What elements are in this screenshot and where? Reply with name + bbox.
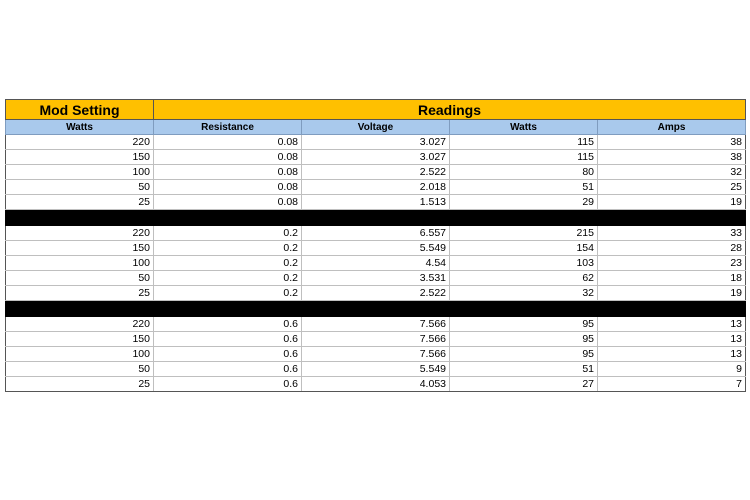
separator-bar [6, 210, 746, 226]
resistance-cell[interactable]: 0.08 [154, 180, 302, 195]
amps-cell[interactable]: 23 [598, 256, 746, 271]
voltage-cell[interactable]: 2.522 [302, 165, 450, 180]
mod-watts-cell[interactable]: 220 [6, 317, 154, 332]
watts-cell[interactable]: 95 [450, 347, 598, 362]
resistance-cell[interactable]: 0.08 [154, 150, 302, 165]
amps-cell[interactable]: 13 [598, 317, 746, 332]
watts-cell[interactable]: 51 [450, 362, 598, 377]
mod-watts-cell[interactable]: 100 [6, 256, 154, 271]
amps-cell[interactable]: 32 [598, 165, 746, 180]
watts-cell[interactable]: 95 [450, 332, 598, 347]
amps-cell[interactable]: 18 [598, 271, 746, 286]
table-row [6, 180, 746, 195]
watts-cell[interactable]: 115 [450, 135, 598, 150]
amps-cell[interactable]: 13 [598, 332, 746, 347]
resistance-cell[interactable]: 0.08 [154, 195, 302, 210]
voltage-cell[interactable]: 1.513 [302, 195, 450, 210]
amps-cell[interactable]: 7 [598, 377, 746, 392]
column-header-resistance[interactable]: Resistance [154, 120, 302, 135]
voltage-cell[interactable]: 7.566 [302, 347, 450, 362]
voltage-cell[interactable]: 2.018 [302, 180, 450, 195]
watts-cell[interactable]: 154 [450, 241, 598, 256]
mod-watts-cell[interactable]: 100 [6, 165, 154, 180]
table-row [6, 241, 746, 256]
watts-cell[interactable]: 62 [450, 271, 598, 286]
voltage-cell[interactable]: 7.566 [302, 332, 450, 347]
table-row [6, 165, 746, 180]
watts-cell[interactable]: 215 [450, 226, 598, 241]
resistance-cell[interactable]: 0.6 [154, 362, 302, 377]
table-row [6, 347, 746, 362]
resistance-cell[interactable]: 0.2 [154, 286, 302, 301]
group-header-row [6, 100, 746, 120]
separator-bar [6, 301, 746, 317]
watts-cell[interactable]: 32 [450, 286, 598, 301]
voltage-cell[interactable]: 4.54 [302, 256, 450, 271]
table-row [6, 135, 746, 150]
voltage-cell[interactable]: 5.549 [302, 241, 450, 256]
group-separator-row [6, 301, 746, 317]
table-row [6, 271, 746, 286]
column-header-watts[interactable]: Watts [450, 120, 598, 135]
readings-header[interactable]: Readings [154, 100, 746, 120]
amps-cell[interactable]: 13 [598, 347, 746, 362]
table-row [6, 195, 746, 210]
watts-cell[interactable]: 29 [450, 195, 598, 210]
watts-cell[interactable]: 103 [450, 256, 598, 271]
resistance-cell[interactable]: 0.08 [154, 135, 302, 150]
resistance-cell[interactable]: 0.2 [154, 241, 302, 256]
watts-cell[interactable]: 51 [450, 180, 598, 195]
amps-cell[interactable]: 38 [598, 135, 746, 150]
table-row [6, 256, 746, 271]
amps-cell[interactable]: 33 [598, 226, 746, 241]
column-header-amps[interactable]: Amps [598, 120, 746, 135]
amps-cell[interactable]: 38 [598, 150, 746, 165]
watts-cell[interactable]: 115 [450, 150, 598, 165]
mod-watts-cell[interactable]: 100 [6, 347, 154, 362]
table-row [6, 332, 746, 347]
mod-watts-cell[interactable]: 25 [6, 195, 154, 210]
resistance-cell[interactable]: 0.2 [154, 256, 302, 271]
column-header-row [6, 120, 746, 135]
table-row [6, 377, 746, 392]
table-row [6, 226, 746, 241]
column-header-voltage[interactable]: Voltage [302, 120, 450, 135]
table-body [6, 135, 746, 392]
resistance-cell[interactable]: 0.6 [154, 347, 302, 362]
amps-cell[interactable]: 19 [598, 286, 746, 301]
resistance-cell[interactable]: 0.08 [154, 165, 302, 180]
voltage-cell[interactable]: 3.027 [302, 150, 450, 165]
table-row [6, 317, 746, 332]
amps-cell[interactable]: 19 [598, 195, 746, 210]
column-header-mod-watts[interactable]: Watts [6, 120, 154, 135]
voltage-cell[interactable]: 2.522 [302, 286, 450, 301]
table-row [6, 150, 746, 165]
resistance-cell[interactable]: 0.2 [154, 271, 302, 286]
resistance-cell[interactable]: 0.2 [154, 226, 302, 241]
voltage-cell[interactable]: 7.566 [302, 317, 450, 332]
voltage-cell[interactable]: 5.549 [302, 362, 450, 377]
mod-watts-cell[interactable]: 220 [6, 135, 154, 150]
mod-setting-header[interactable]: Mod Setting [6, 100, 154, 120]
resistance-cell[interactable]: 0.6 [154, 317, 302, 332]
mod-watts-cell[interactable]: 50 [6, 271, 154, 286]
mod-watts-cell[interactable]: 50 [6, 180, 154, 195]
voltage-cell[interactable]: 6.557 [302, 226, 450, 241]
mod-watts-cell[interactable]: 150 [6, 241, 154, 256]
watts-cell[interactable]: 27 [450, 377, 598, 392]
amps-cell[interactable]: 28 [598, 241, 746, 256]
mod-watts-cell[interactable]: 150 [6, 150, 154, 165]
mod-watts-cell[interactable]: 25 [6, 377, 154, 392]
amps-cell[interactable]: 9 [598, 362, 746, 377]
amps-cell[interactable]: 25 [598, 180, 746, 195]
mod-watts-cell[interactable]: 150 [6, 332, 154, 347]
voltage-cell[interactable]: 4.053 [302, 377, 450, 392]
resistance-cell[interactable]: 0.6 [154, 377, 302, 392]
voltage-cell[interactable]: 3.027 [302, 135, 450, 150]
mod-watts-cell[interactable]: 50 [6, 362, 154, 377]
voltage-cell[interactable]: 3.531 [302, 271, 450, 286]
mod-watts-cell[interactable]: 25 [6, 286, 154, 301]
table-row [6, 362, 746, 377]
resistance-cell[interactable]: 0.6 [154, 332, 302, 347]
group-separator-row [6, 210, 746, 226]
readings-table [5, 99, 746, 392]
watts-cell[interactable]: 95 [450, 317, 598, 332]
mod-watts-cell[interactable]: 220 [6, 226, 154, 241]
watts-cell[interactable]: 80 [450, 165, 598, 180]
table-row [6, 286, 746, 301]
